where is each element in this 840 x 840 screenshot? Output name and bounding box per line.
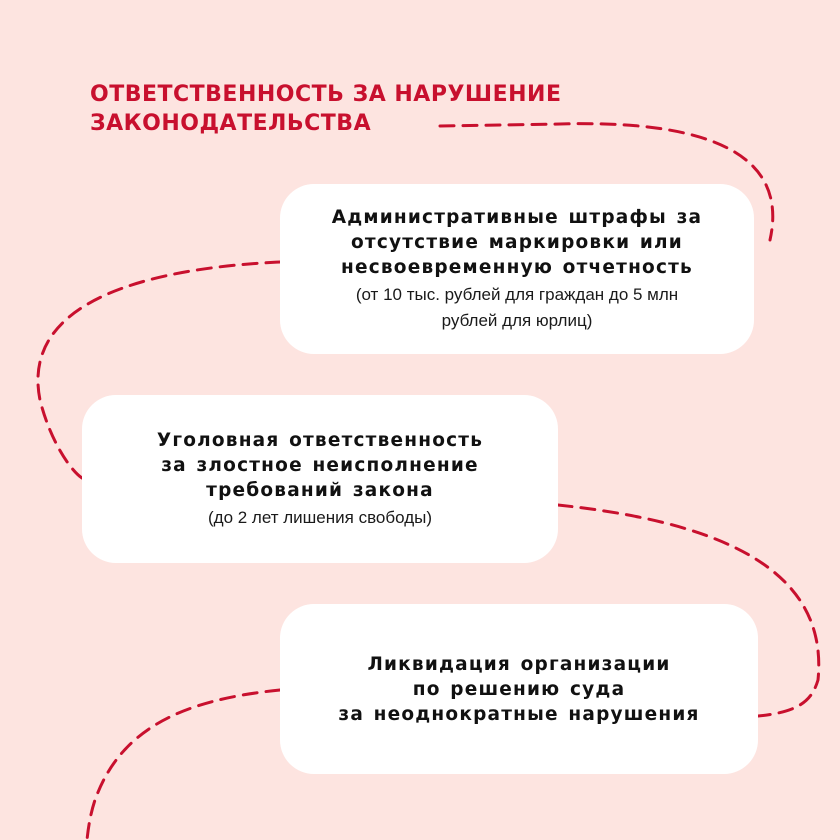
card-liquidation [280, 604, 758, 774]
card-note-line: рублей для юрлиц) [441, 310, 593, 330]
card-title-line: требований закона [206, 479, 434, 501]
card-title-line: Уголовная ответственность [156, 429, 484, 451]
card-note-line: (от 10 тыс. рублей для граждан до 5 млн [355, 284, 679, 304]
card-criminal-liability [82, 395, 558, 563]
card-administrative-fines [280, 184, 754, 354]
card-title-line: за злостное неисполнение [161, 454, 479, 476]
card-title-line: за неоднократные нарушения [338, 703, 700, 725]
page-title [90, 80, 561, 138]
card-title-line: Ликвидация организации [367, 653, 671, 675]
card-title [338, 652, 699, 727]
card-title [332, 205, 702, 280]
card-title-line: отсутствие маркировки или [350, 231, 683, 253]
card-title-line: Административные штрафы за [331, 206, 703, 228]
card-title-line: несвоевременную отчетность [341, 256, 693, 278]
card-note [208, 505, 432, 531]
card-title-line: по решению суда [412, 678, 626, 700]
card-title [157, 428, 483, 503]
card-note [356, 282, 678, 334]
title-line-1: ОТВЕТСТВЕННОСТЬ ЗА НАРУШЕНИЕ [90, 82, 562, 107]
title-line-2: ЗАКОНОДАТЕЛЬСТВА [90, 111, 372, 136]
card-note-line: (до 2 лет лишения свободы) [208, 507, 432, 527]
